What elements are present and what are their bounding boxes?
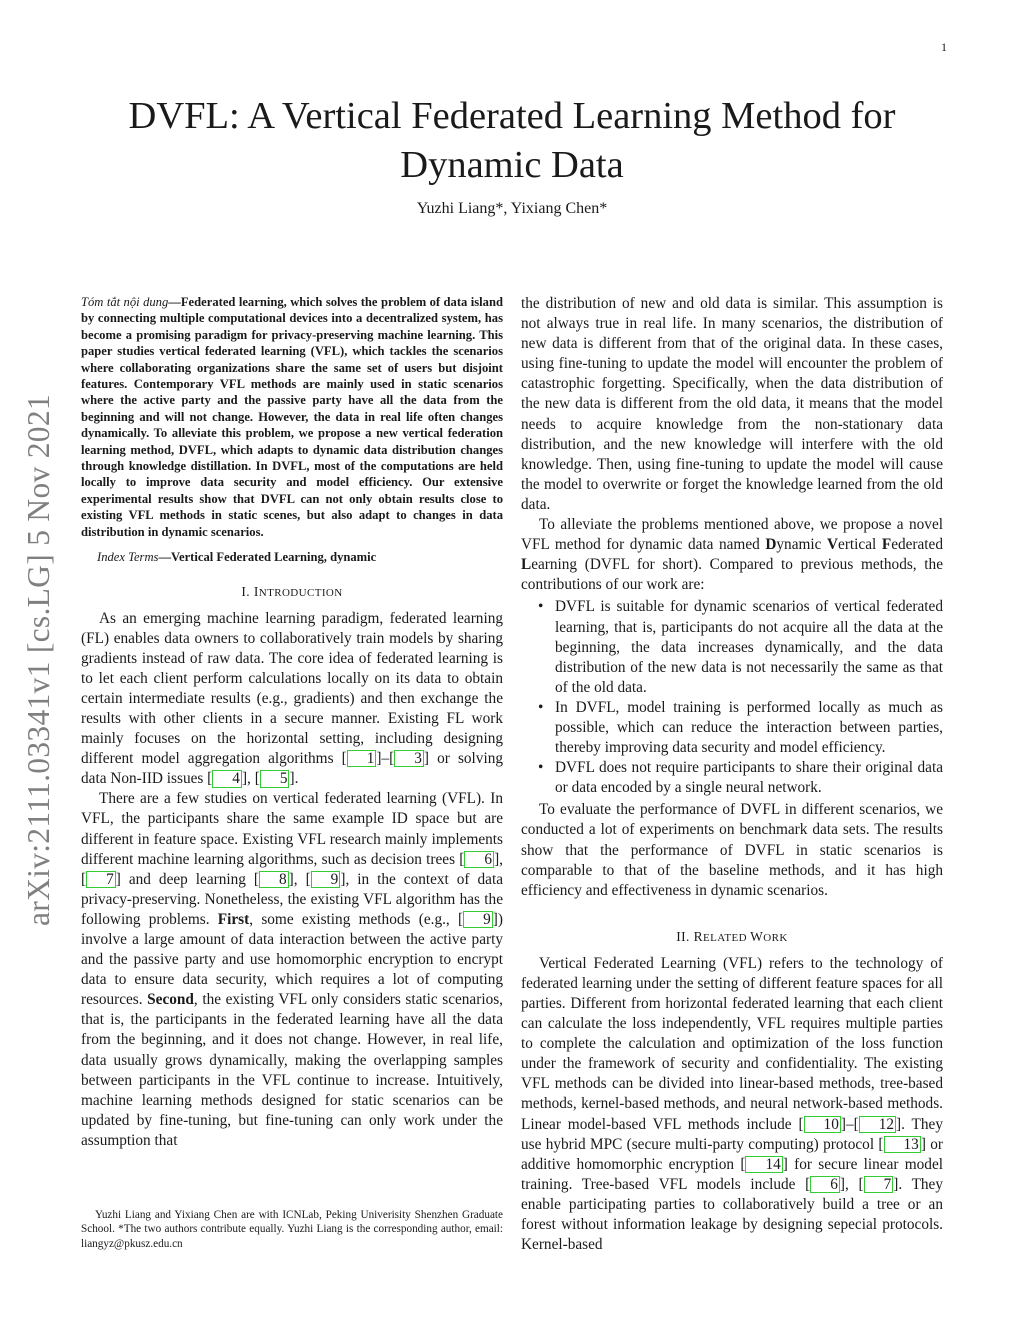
citation-link[interactable]: 4 <box>212 770 242 787</box>
section-title-rest: ELATED <box>703 931 751 944</box>
citation-link[interactable]: 13 <box>884 1136 921 1153</box>
intro-paragraph-4 <box>521 515 943 595</box>
intro-paragraph-1: As an emerging machine learning paradigm, federated learning (FL) enables data owners to collaboratively train models by sharing gradients instead of raw data. The core idea of federated learning is to let each client perform calculations locally on its data to obtain certain intermediate results (e.g., gradients) and then exchange the results with other clients in a secure manner. Existing FL work mainly focuses on the horizontal setting, including designing different model aggregation algorithms [ 1 ]–[ 3 ] or solving data Non-IID issues [ 4 ], [ 5 ]. <box>81 609 503 788</box>
citation-link[interactable]: 6 <box>810 1176 840 1193</box>
section-numeral: II. <box>676 928 690 944</box>
paragraph-text: and deep learning <box>120 870 254 888</box>
paragraph-text: ) involve a large amount of data interaction between the active party and the passive party and use homomorphic encryption to encrypt data to ensure data security, which requires a lot of computing resources. <box>81 910 503 1009</box>
paragraph-text: , <box>499 850 503 868</box>
contributions-list <box>521 597 943 798</box>
paragraph-text: . They enable participating parties to collaboratively build a tree or an forest without information leakage by designing sepecial protocols. Kernel-based <box>521 1175 943 1254</box>
paragraph-text: , the existing VFL only considers static scenarios, that is, the participants in the federated learning have all the data from the beginning, and it does not change. However, in real life, data usually grows dynamically, making the overlapping samples between participants in the VFL continue to increase. Intuitively, machine learning methods designed for static scenarios can be updated by fine-tuning, but fine-tuning can only work under the assumption that <box>81 991 503 1149</box>
citation-link[interactable]: 6 <box>464 851 494 868</box>
citation-link[interactable]: 8 <box>259 871 289 888</box>
citation-link[interactable]: 5 <box>260 770 290 787</box>
section-heading-introduction <box>81 584 503 600</box>
citation-link[interactable]: 10 <box>804 1116 841 1133</box>
page-number: 1 <box>941 40 947 54</box>
citation-link[interactable]: 12 <box>859 1116 896 1133</box>
citation-link[interactable]: 3 <box>394 750 424 767</box>
citation-link[interactable]: 7 <box>86 871 116 888</box>
index-terms-label: Index Terms <box>97 550 159 565</box>
emphasis-second: Second <box>147 991 194 1009</box>
paragraph-text: ynamic <box>776 536 827 554</box>
paragraph-text: earning (DVFL for short). Compared to previous methods, the contributions of our work are: <box>521 556 943 594</box>
paragraph-text: . They use hybrid MPC (secure multi-party computing) protocol <box>521 1115 943 1153</box>
left-column <box>81 294 503 1151</box>
section-title-rest: NTRODUCTION <box>258 586 343 599</box>
acronym-letter: D <box>765 536 777 554</box>
section-heading-related-work <box>521 929 943 945</box>
citation-link[interactable]: 14 <box>745 1156 782 1173</box>
paragraph-text: or solving data Non-IID issues <box>81 750 503 788</box>
paragraph-text: or additive homomorphic encryption <box>521 1135 943 1173</box>
intro-paragraph-continued: the distribution of new and old data is similar. This assumption is not always true in real life. In many scenarios, the distribution of new data is different from that of the original data. In these cases, using fine-tuning to update the model will encounter the problem of catastrophic forgetting. Specifically, when the data distribution of the new data is different from the old data, it means that the model needs to acquire knowledge from the non-stationary data distribution, and the new knowledge will interfere with the old knowledge. Then, using fine-tuning to update the model will cause the model to overwrite or forget the knowledge learned from the old data. <box>521 295 943 513</box>
author-footnote: Yuzhi Liang and Yixiang Chen are with ICNLab, Peking Univerisity Shenzhen Graduate School. *The two authors contribute equally. Yuzhi Liang is the corresponding author, email: liangyz@pkusz.edu.cn <box>81 1209 503 1250</box>
citation-link[interactable]: 9 <box>463 911 493 928</box>
paragraph-text: , <box>844 1175 859 1193</box>
arxiv-identifier: arXiv:2111.03341v1 [cs.LG] 5 Nov 2021 <box>21 394 56 926</box>
right-column <box>521 294 943 1255</box>
paragraph-text: – <box>845 1115 854 1133</box>
abstract-text: —Federated learning, which solves the problem of data island by connecting multiple computational devices into a decentralized system, has become a promising paradigm for privacy-preserving machine learning. This paper studies vertical federated learning (VFL), which tackles the scenarios where collaborating organizations share the same set of users but disjoint features. Contemporary VFL methods are mainly used in static scenarios where the active party and the passive party have all the data from the beginning and will not change. However, the data in real life often changes dynamically. To alleviate this problem, we propose a new vertical federation learning method, DVFL, which adapts to dynamic data distribution changes through knowledge distillation. In DVFL, most of the computations are held locally to improve data security and model efficiency. Our extensive experimental results show that DVFL can not only obtain results close to existing VFL methods in static scenes, but also adapt to changes in data distribution in dynamic scenarios. <box>81 295 503 539</box>
section-first-letter: I <box>253 583 259 599</box>
list-item: • DVFL does not require participants to share their original data or data encoded by a single neural network. <box>555 758 943 798</box>
emphasis-first: First <box>217 910 250 928</box>
paper-title: DVFL: A Vertical Federated Learning Method for Dynamic Data <box>128 95 896 186</box>
paragraph-text: , <box>247 770 255 788</box>
paragraph-text: ertical <box>838 536 882 554</box>
paragraph-text: – <box>381 750 390 768</box>
section-first-letter: R <box>693 928 704 944</box>
intro-paragraph-2: There are a few studies on vertical federated learning (VFL). In VFL, the participants share the same example ID space but are different in feature space. Existing VFL research mainly implements different machine learning algorithms, such as decision trees [ 6 ], [ 7 ] and deep learning [ 8 ], [ 9 ], in the context of data privacy-preserving. Nonetheless, the existing VFL algorithm has the following problems. First, some existing methods (e.g., [ 9 ]) involve a large amount of data interaction between the active party and the passive party and use homomorphic encryption to encrypt data to ensure data security, which requires a lot of computing resources. Second, the existing VFL only considers static scenarios, that is, the participants in the federated learning have all the data from the beginning, and it does not change. However, in real life, data usually grows dynamically, making the overlapping samples between participants in the VFL continue to increase. Intuitively, machine learning methods designed for static scenarios can be updated by fine-tuning, but fine-tuning can only work under the assumption that <box>81 790 503 1149</box>
citation-link[interactable]: 1 <box>347 750 377 767</box>
paragraph-text: , in the context of data privacy-preserving. Nonetheless, the existing VFL algorithm has the following problems. <box>81 870 503 928</box>
intro-paragraph-5: To evaluate the performance of DVFL in different scenarios, we conducted a lot of experiments on benchmark data sets. The results show that the performance of DVFL in static scenarios is comparable to that of the baseline methods, and it has high efficiency and effectiveness in dynamic scenarios. <box>521 801 943 899</box>
acronym-letter: L <box>521 556 532 574</box>
paragraph-text: As an emerging machine learning paradigm, federated learning (FL) enables data owners to collaboratively train models by sharing gradients instead of raw data. The core idea of federated learning is to let each client perform calculations locally on its data to obtain certain intermediate results (e.g., gradients) and then exchange the results with other clients in a secure manner. Existing FL work mainly focuses on the horizontal setting, including designing different model aggregation algorithms <box>81 609 503 768</box>
index-terms <box>81 549 503 565</box>
author-list: Yuzhi Liang*, Yixiang Chen* <box>416 200 608 217</box>
paragraph-text: . <box>294 770 299 788</box>
list-item: • DVFL is suitable for dynamic scenarios of vertical federated learning, that is, participants do not acquire all the data at the beginning, the data increases dynamically, and the data distribution of the new data is not necessarily the same as that of the old data. <box>555 597 943 697</box>
abstract-label: Tóm tắt nội dung <box>81 295 169 309</box>
section-numeral: I. <box>241 583 251 599</box>
acronym-letter: F <box>881 536 892 554</box>
paragraph-text: There are a few studies on vertical federated learning (VFL). In VFL, the participants share the same example ID space but are different in feature space. Existing VFL research mainly implements different machine learning algorithms, such as decision trees <box>81 790 503 868</box>
acronym-letter: V <box>826 536 839 554</box>
section-title-rest: ORK <box>763 931 788 944</box>
related-work-paragraph-1: Vertical Federated Learning (VFL) refers to the technology of federated learning under the setting of different feature spaces for all parties. Different from horizontal federated learning that each client can calculate the loss independently, VFL requires multiple parties to complete the calculation and optimization of the loss function under the framework of security and confidentiality. The existing VFL methods can be divided into linear-based methods, tree-based methods, kernel-based methods, and neural network-based methods. Linear model-based VFL methods include [ 10 ]–[ 12 ]. They use hybrid MPC (secure multi-party computing) protocol [ 13 ] or additive homomorphic encryption [ 14 ] for secure linear model training. Tree-based VFL models include [ 6 ], [ 7 ]. They enable participating parties to collaboratively build a tree or an forest without information leakage by designing sepecial protocols. Kernel-based <box>521 954 943 1254</box>
paragraph-text: To alleviate the problems mentioned above, we propose a novel VFL method for dynamic data named <box>521 516 943 554</box>
paragraph-text: , some existing methods (e.g., <box>249 910 459 928</box>
list-item: • In DVFL, model training is performed locally as much as possible, which can reduce the interaction between parties, thereby improving data security and model efficiency. <box>555 698 943 758</box>
index-terms-text: —Vertical Federated Learning, dynamic <box>158 550 377 565</box>
citation-link[interactable]: 9 <box>311 871 341 888</box>
paragraph-text: for secure linear model training. Tree-based VFL models include <box>521 1155 943 1193</box>
paragraph-text: Vertical Federated Learning (VFL) refers to the technology of federated learning under the setting of different feature spaces for all parties. Different from horizontal federated learning that each client can calculate the loss independently, VFL requires multiple parties to complete the calculation and optimization of the loss function under the framework of security and confidentiality. The existing VFL methods can be divided into linear-based methods, tree-based methods, kernel-based methods, and neural network-based methods. Linear model-based VFL methods include <box>521 954 943 1133</box>
citation-link[interactable]: 7 <box>864 1176 894 1193</box>
paragraph-text: , <box>293 870 306 888</box>
abstract <box>81 294 503 540</box>
section-first-letter: W <box>750 928 764 944</box>
paragraph-text: ederated <box>891 536 943 554</box>
